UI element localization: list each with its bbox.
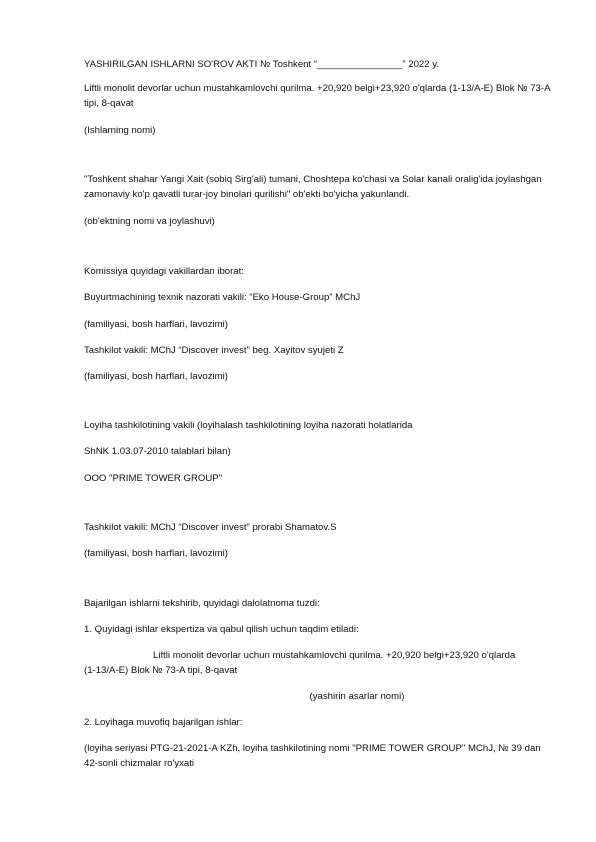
organization-caption: (familiyasi, bosh harflari, lavozimi) bbox=[84, 371, 228, 382]
act-title: YASHIRILGAN ISHLARNI SO'ROV AKTI № Toshkent “________________” 2022 y. bbox=[84, 59, 440, 70]
object-caption: (ob'ektning nomi va joylashuvi) bbox=[84, 216, 215, 227]
organization-representative: Tashkilot vakili: MChJ “Discover invest” beg. Xayitov syujeti Z bbox=[84, 345, 344, 356]
act-item-2-description: (loyiha seriyasi PTG-21-2021-A KZh, loyiha tashkilotining nomi "PRIME TOWER GROUP" MChJ, № 39 dan 42-sonli chizmalar ro'yxati bbox=[84, 743, 541, 769]
contractor-caption: (familiyasi, bosh harflari, lavozimi) bbox=[84, 548, 228, 559]
act-item-1-description-line2: (1-13/A-E) Blok № 73-A tipi, 8-qavat bbox=[84, 665, 238, 676]
act-intro: Bajarilgan ishlarni tekshirib, quyidagi dalolatnoma tuzdi: bbox=[84, 598, 320, 609]
contractor-representative: Tashkilot vakili: MChJ “Discover invest” prorabi Shamatov.S bbox=[84, 522, 337, 533]
work-description: Liftli monolit devorlar uchun mustahkamlovchi qurilma. +20,920 belgi+23,920 o'qlarda (1-13/A-E) Blok № 73-A tipi, 8-qavat bbox=[84, 83, 550, 109]
customer-representative: Buyurtmachining texnik nazorati vakili: “Eko House-Group” MChJ bbox=[84, 292, 361, 303]
act-item-2: 2. Loyihaga muvofiq bajarilgan ishlar: bbox=[84, 717, 243, 728]
work-caption: (Ishlarning nomi) bbox=[84, 125, 156, 136]
act-item-1-caption: (yashirin asarlar nomi) bbox=[309, 691, 405, 702]
object-description: "Toshkent shahar Yangi Xait (sobiq Sirg'ali) tumani, Choshtepa ko'chasi va Solar kanali oralig'ida joylashgan zamonaviy ko'p qavatli turar-joy binolari qurilishi" ob'ekti bo'yicha yakunlandi. bbox=[84, 174, 542, 200]
customer-caption: (familiyasi, bosh harflari, lavozimi) bbox=[84, 319, 228, 330]
design-organization-name: OOO "PRIME TOWER GROUP" bbox=[84, 473, 223, 484]
act-item-1: 1. Quyidagi ishlar ekspertiza va qabul qilish uchun taqdim etiladi: bbox=[84, 624, 359, 635]
design-representative-line2: ShNK 1.03.07-2010 talablari bilan) bbox=[84, 446, 231, 457]
commission-intro: Komissiya quyidagi vakillardan iborat: bbox=[84, 266, 244, 277]
design-representative-line1: Loyiha tashkilotining vakili (loyihalash tashkilotining loyiha nazorati holatlarida bbox=[84, 420, 413, 431]
act-item-1-description-line1: Liftli monolit devorlar uchun mustahkamlovchi qurilma. +20,920 belgi+23,920 o'qlarda bbox=[153, 650, 516, 661]
